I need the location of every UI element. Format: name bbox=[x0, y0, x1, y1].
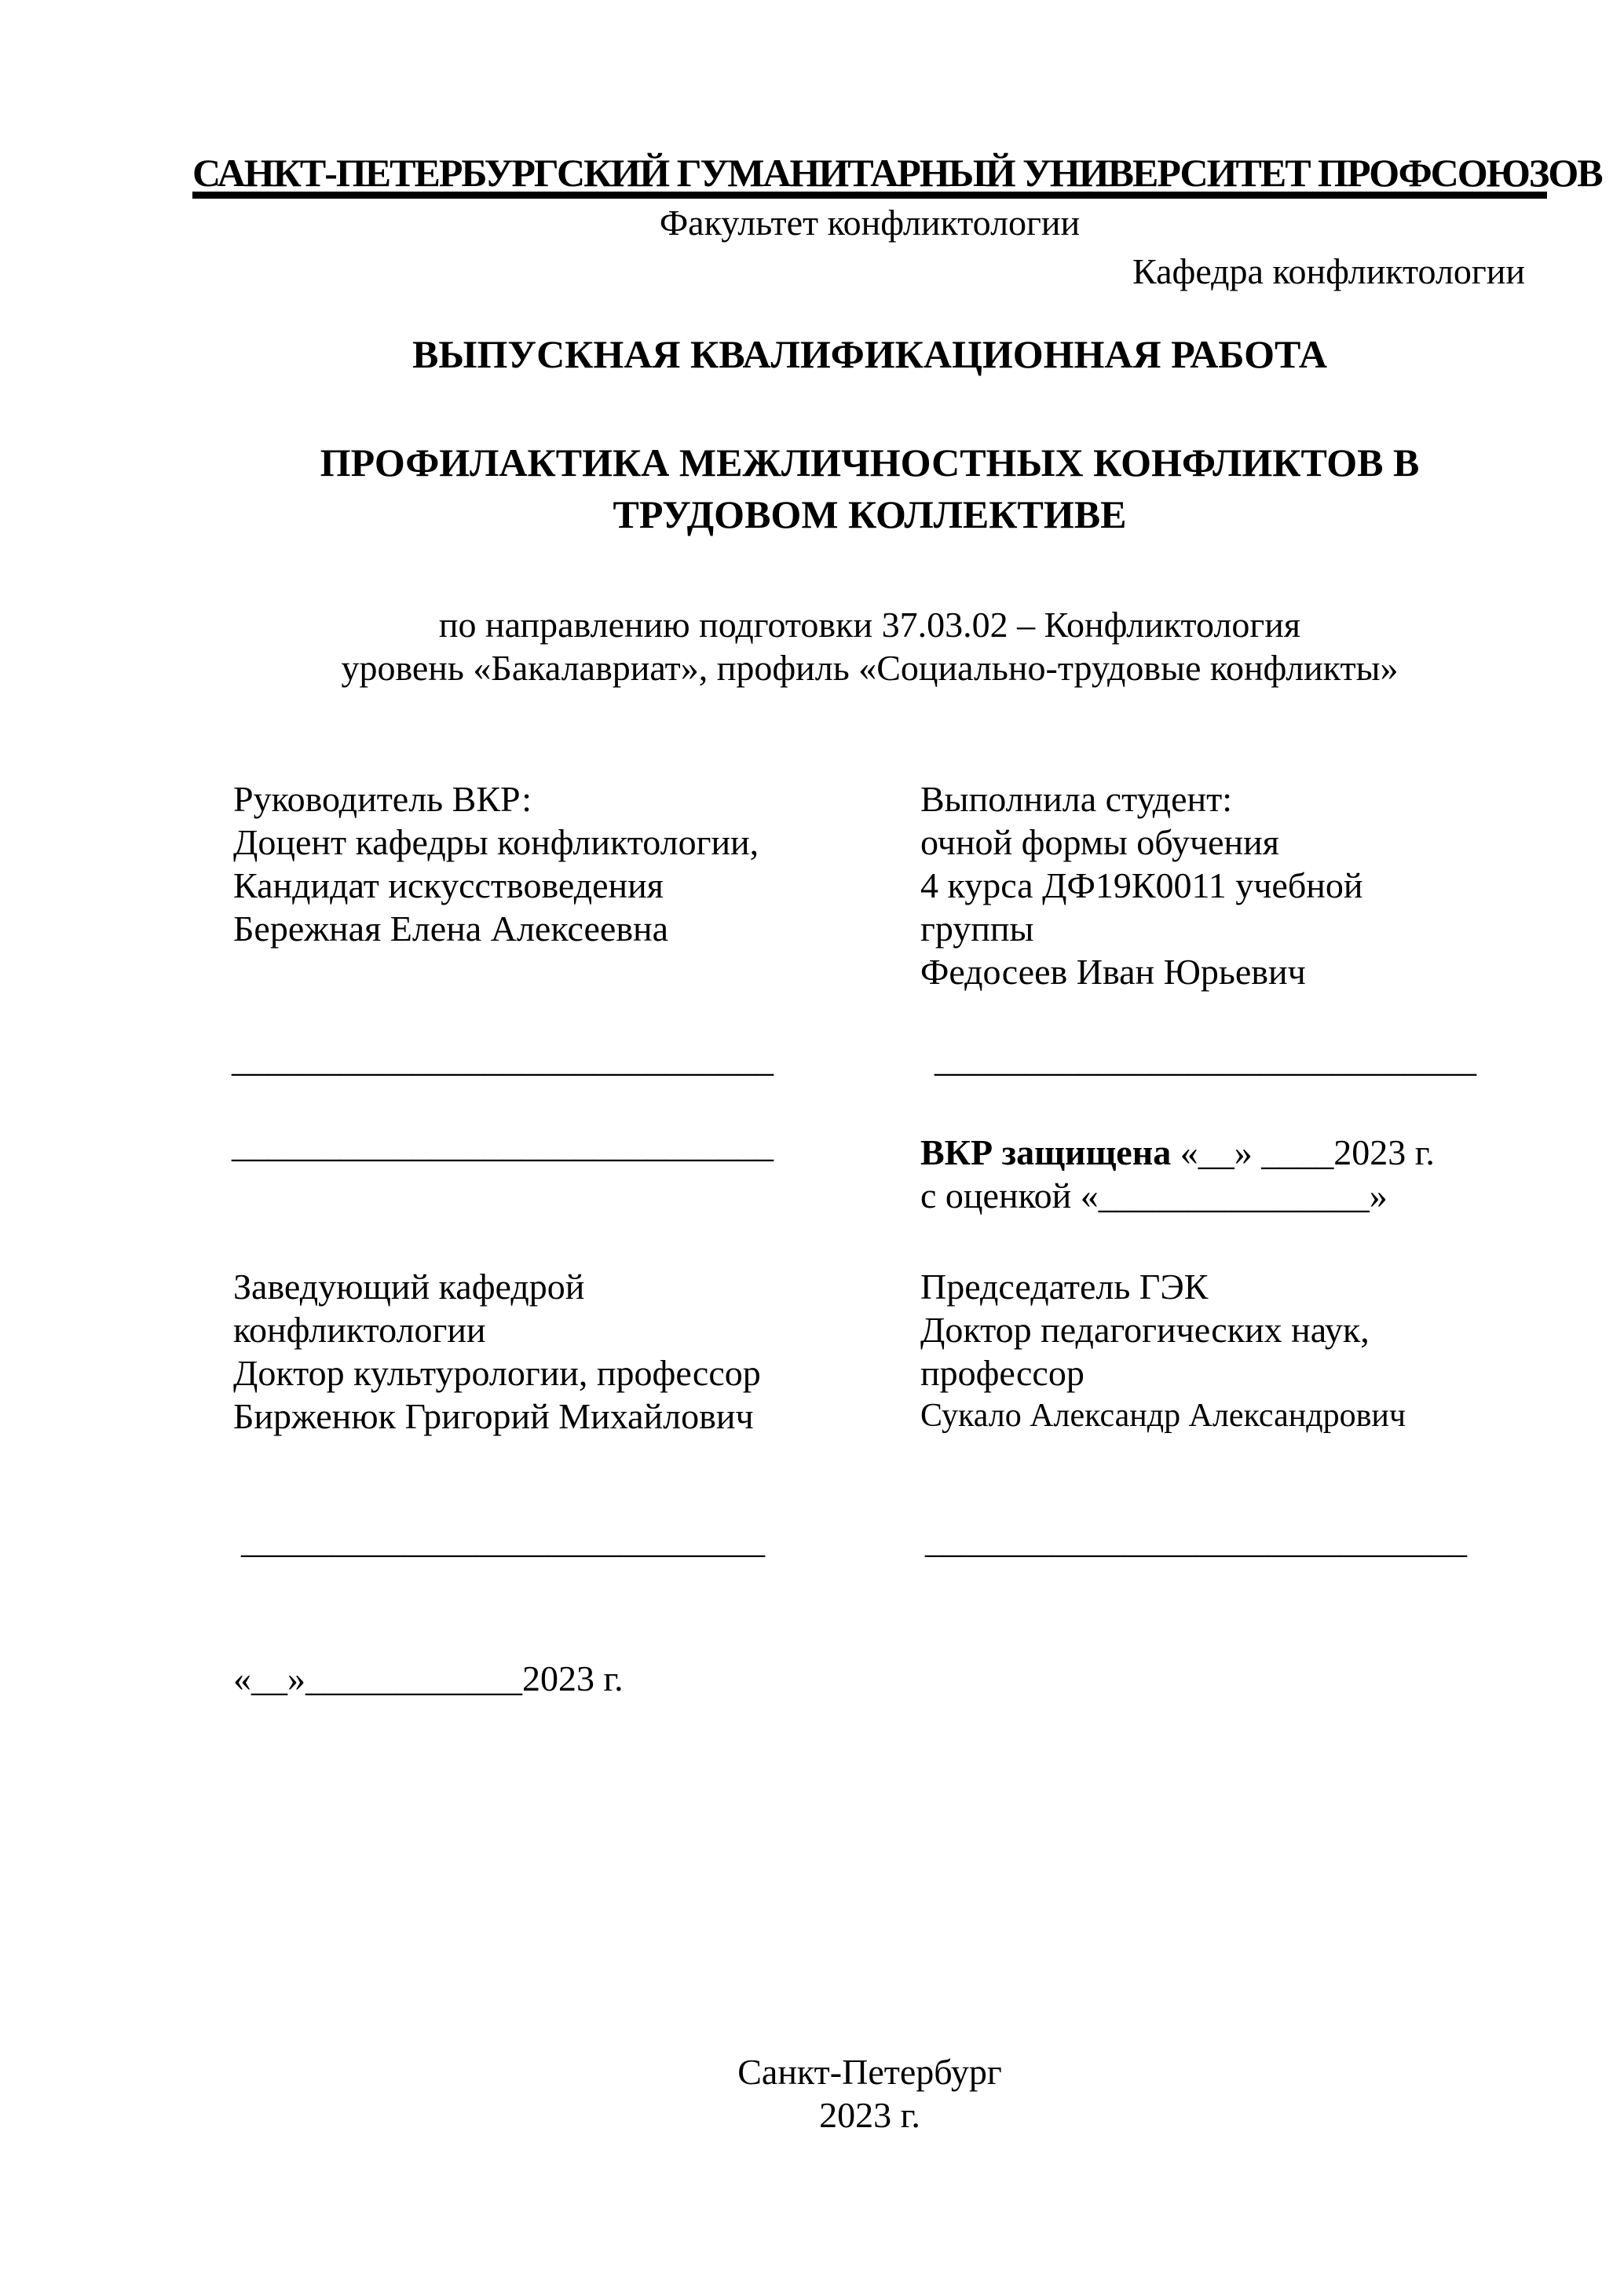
defense-grade-line: с оценкой «_______________» bbox=[920, 1175, 1388, 1216]
gek-chair-degree-line: профессор bbox=[920, 1353, 1084, 1393]
date-blank-line: «__»____________2023 г. bbox=[233, 1658, 624, 1698]
defense-date-blank: «__» ____2023 г. bbox=[1171, 1132, 1435, 1172]
university-name: САНКТ-ПЕТЕРБУРГСКИЙ ГУМАНИТАРНЫЙ УНИВЕРСИТЕТ ПРОФСОЮЗОВ bbox=[192, 154, 1547, 199]
direction-line2: уровень «Бакалавриат», профиль «Социально-трудовые конфликты» bbox=[341, 648, 1399, 688]
student-label: Выполнила студент: bbox=[920, 779, 1232, 819]
faculty-name: Факультет конфликтологии bbox=[659, 203, 1081, 243]
gek-chair-title-line: Председатель ГЭК bbox=[920, 1267, 1209, 1307]
direction-line1: по направлению подготовки 37.03.02 – Конфликтология bbox=[438, 605, 1301, 645]
head-of-department-name: Бирженюк Григорий Михайлович bbox=[233, 1396, 754, 1436]
gek-chair-degree-line: Доктор педагогических наук, bbox=[920, 1310, 1370, 1350]
gek-chair-signature-line: ______________________________ bbox=[925, 1520, 1467, 1560]
footer-year: 2023 г. bbox=[819, 2095, 920, 2135]
supervisor-position-line: Доцент кафедры конфликтологии, bbox=[233, 822, 759, 862]
head-of-department-block bbox=[233, 1265, 909, 1438]
work-title bbox=[192, 437, 1547, 540]
gek-chair-name: Сукало Александр Александрович bbox=[920, 1398, 1406, 1434]
defense-date-label: ВКР защищена bbox=[920, 1132, 1172, 1172]
student-info-line: 4 курса ДФ19К0011 учебной bbox=[920, 865, 1363, 905]
head-of-department-signature-line: _____________________________ bbox=[241, 1520, 765, 1560]
head-of-department-title-line: Заведующий кафедрой bbox=[233, 1267, 585, 1307]
student-name: Федосеев Иван Юрьевич bbox=[920, 952, 1306, 992]
supervisor-position-line: Кандидат искусствоведения bbox=[233, 865, 664, 905]
student-signature-line: ______________________________ bbox=[935, 1039, 1476, 1079]
supervisor-signature-line-2: ______________________________ bbox=[232, 1124, 774, 1164]
footer-block bbox=[192, 2050, 1547, 2137]
student-info-line: очной формы обучения bbox=[920, 822, 1279, 862]
degree-direction bbox=[192, 603, 1547, 689]
supervisor-label: Руководитель ВКР: bbox=[233, 779, 532, 819]
student-block bbox=[920, 777, 1549, 993]
head-of-department-degree-line: Доктор культурологии, профессор bbox=[233, 1353, 761, 1393]
head-of-department-title-line: конфликтологии bbox=[233, 1310, 486, 1350]
department-name: Кафедра конфликтологии bbox=[1132, 251, 1525, 291]
work-type-heading: ВЫПУСКНАЯ КВАЛИФИКАЦИОННАЯ РАБОТА bbox=[412, 332, 1327, 376]
defense-block bbox=[920, 1131, 1572, 1217]
supervisor-block bbox=[233, 777, 909, 950]
supervisor-name: Бережная Елена Алексеевна bbox=[233, 909, 669, 949]
work-title-line1: ПРОФИЛАКТИКА МЕЖЛИЧНОСТНЫХ КОНФЛИКТОВ В bbox=[320, 441, 1420, 484]
work-title-line2: ТРУДОВОМ КОЛЛЕКТИВЕ bbox=[613, 492, 1127, 536]
student-info-line: группы bbox=[920, 909, 1034, 949]
footer-city: Санкт-Петербург bbox=[737, 2052, 1002, 2092]
supervisor-signature-line: ______________________________ bbox=[232, 1039, 774, 1079]
gek-chair-block bbox=[920, 1265, 1549, 1438]
defense-date-line bbox=[920, 1131, 1572, 1174]
